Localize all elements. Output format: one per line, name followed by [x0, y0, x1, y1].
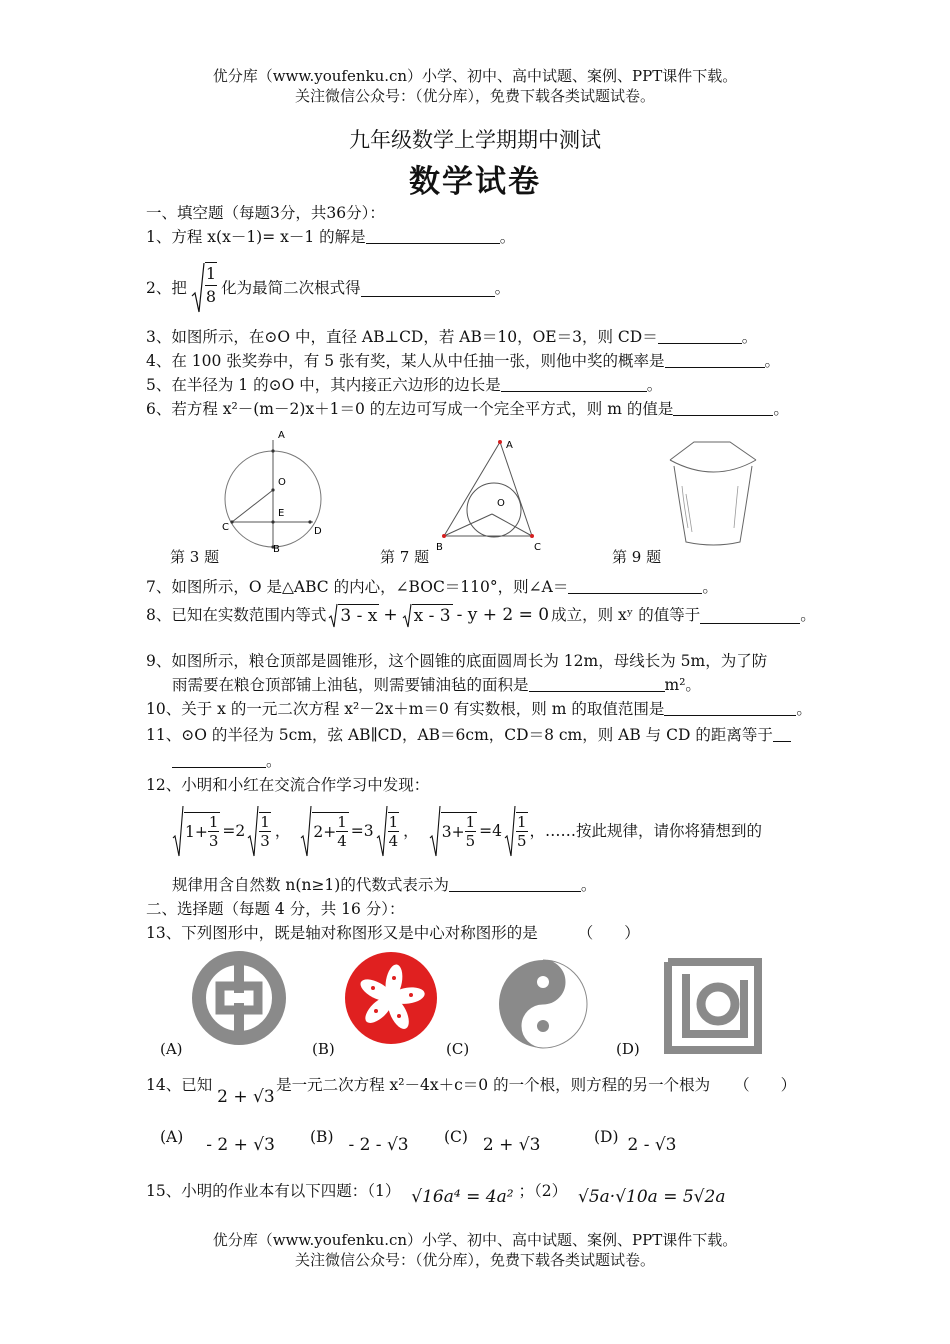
q10-end: 。 [796, 700, 812, 718]
q12-separator: ， [274, 822, 291, 840]
q12-continuation: ，……按此规律，请你将猜想到的 [529, 822, 763, 840]
q10-text: 10、关于 x 的一元二次方程 x²－2x＋m＝0 有实数根，则 m 的取值范围是 [146, 700, 665, 718]
q15-separator: ；（2） [518, 1182, 568, 1200]
fig7-label-a: A [506, 440, 513, 451]
question-1 [146, 226, 515, 248]
figure-7-caption: 第 7 题 [380, 548, 430, 566]
q1-text: 1、方程 x(x－1)= x－1 的解是 [146, 228, 366, 246]
q12-equation-3: 3 + $\frac{1}{5}$ =4 $\frac{1}{5}$ [429, 804, 528, 858]
q2-post: 化为最简二次根式得 [221, 279, 361, 297]
question-3 [146, 326, 757, 348]
footer-line-2: 关注微信公众号：（优分库），免费下载各类试题试卷。 [294, 1251, 655, 1269]
question-13 [146, 922, 640, 944]
radical-sign-icon [172, 804, 184, 858]
question-7 [146, 576, 718, 598]
option-d-square-logo-icon [664, 958, 762, 1054]
question-4 [146, 350, 780, 372]
header-line-2: 关注微信公众号：（优分库），免费下载各类试题试卷。 [294, 87, 655, 105]
question-11-line-1 [146, 724, 791, 746]
q7-text: 7、如图所示，O 是△ABC 的内心，∠BOC＝110°，则∠A＝ [146, 578, 569, 596]
q12-eq3-coef: =4 [479, 822, 502, 840]
q12-eq1-den: 3 [208, 832, 219, 850]
exam-title: 数学试卷 [409, 164, 541, 200]
answer-blank[interactable] [665, 351, 765, 368]
q14-option-c[interactable] [444, 1126, 541, 1155]
q2-denominator: 8 [205, 287, 217, 306]
answer-blank[interactable] [673, 399, 773, 416]
question-14 [146, 1074, 797, 1107]
figure-7-triangle-incircle-diagram [432, 434, 552, 554]
q15-expression-1: √16a⁴ = 4a² [411, 1187, 514, 1207]
exam-subtitle: 九年级数学上学期期中测试 [349, 128, 601, 152]
q12-eq3-num: 1 [465, 813, 476, 831]
q12-equation-2: 2 + $\frac{1}{4}$ =3 $\frac{1}{4}$ [300, 804, 399, 858]
radical-sign-icon [504, 804, 516, 858]
q6-end: 。 [773, 400, 789, 418]
question-10 [146, 698, 812, 720]
figure-9-caption: 第 9 题 [612, 548, 662, 566]
q9-text: 雨需要在粮仓顶部铺上油毡，则需要铺油毡的面积是 [172, 676, 529, 694]
figure-3-caption: 第 3 题 [170, 548, 220, 566]
q14-option-d-label: (D) [594, 1128, 619, 1146]
q15-pre: 15、小明的作业本有以下四题：（1） [146, 1182, 401, 1200]
option-a-bank-logo-icon [190, 950, 288, 1046]
question-12-pattern [172, 804, 762, 858]
q2-sqrt [191, 262, 217, 314]
q14-option-b[interactable] [310, 1126, 409, 1155]
radical-sign-icon [328, 602, 338, 628]
q3-end: 。 [741, 328, 758, 346]
question-15 [146, 1180, 726, 1207]
q12-eq2-coef: =3 [350, 822, 374, 840]
q2-numerator: 1 [205, 263, 217, 286]
question-9-line-1: 9、如图所示，粮仓顶部是圆锥形，这个圆锥的底面圆周长为 12m，母线长为 5m，为了防 [146, 652, 768, 670]
q12-eq2-den: 4 [337, 832, 347, 850]
question-12-line-1: 12、小明和小红在交流合作学习中发现： [146, 776, 430, 794]
q4-end: 。 [764, 352, 781, 370]
q12-end: 。 [580, 876, 597, 894]
answer-blank[interactable] [568, 577, 702, 594]
q14-option-c-label: (C) [444, 1128, 468, 1146]
q14-option-a[interactable] [160, 1126, 275, 1155]
q14-option-d[interactable] [594, 1126, 677, 1155]
answer-blank[interactable] [449, 875, 581, 892]
radical-sign-icon [191, 262, 205, 314]
q14-option-b-value: - 2 - √3 [348, 1135, 409, 1155]
option-c-yin-yang-icon [496, 958, 590, 1050]
q5-end: 。 [646, 376, 663, 394]
q14-option-c-value: 2 + √3 [482, 1135, 541, 1155]
q14-option-d-value: 2 - √3 [627, 1135, 677, 1155]
section1-heading: 一、填空题（每题3分，共36分）： [146, 204, 385, 222]
q12-eq1-num: 1 [208, 813, 219, 831]
fig7-label-c: C [534, 542, 541, 553]
q15-expression-2: √5a·√10a = 5√2a [578, 1187, 726, 1207]
q8-end: 。 [800, 606, 816, 624]
question-9-line-2 [172, 674, 701, 696]
option-d-label[interactable]: (D) [616, 1040, 640, 1058]
q11-end: 。 [266, 752, 282, 770]
fig3-label-e: E [278, 508, 285, 519]
question-5 [146, 374, 662, 396]
fig7-label-o: O [497, 498, 505, 509]
q12-eq3-den: 5 [465, 832, 476, 850]
q8-post: 成立，则 xʸ 的值等于 [551, 606, 701, 624]
q2-pre: 2、把 [146, 279, 187, 297]
q8-rest: - y + 2 = 0 [456, 605, 550, 625]
question-8 [146, 602, 816, 628]
q12-eq1-rhs-den: 3 [260, 832, 270, 850]
q12-eq1-integer: 1 [185, 822, 195, 841]
question-2 [146, 262, 510, 314]
figure-9-granary-diagram [664, 436, 764, 546]
option-c-label[interactable]: (C) [446, 1040, 470, 1058]
radical-sign-icon [300, 804, 312, 858]
answer-blank[interactable] [501, 375, 647, 392]
q8-radicand-2: x - 3 [413, 605, 451, 626]
q12-eq3-rhs-num: 1 [516, 813, 527, 831]
q8-equation [328, 602, 549, 628]
q12-eq2-num: 1 [337, 813, 347, 831]
q12-separator: ， [403, 822, 419, 840]
q12-eq1-coef: =2 [222, 822, 246, 840]
footer-line-1: 优分库（www.youfenku.cn）小学、初中、高中试题、案例、PPT课件下载。 [212, 1231, 738, 1249]
answer-blank[interactable] [773, 725, 791, 742]
question-6 [146, 398, 789, 420]
answer-blank[interactable] [664, 699, 796, 716]
q12-eq2-rhs-den: 4 [388, 832, 399, 850]
answer-blank[interactable] [700, 607, 800, 624]
q3-text: 3、如图所示，在⊙O 中，直径 AB⊥CD，若 AB＝10，OE＝3，则 CD＝ [146, 328, 658, 346]
q13-text: 13、下列图形中，既是轴对称图形又是中心对称图形的是 [146, 924, 538, 942]
fig7-label-b: B [436, 542, 443, 553]
answer-blank[interactable] [172, 751, 266, 768]
question-11-line-2 [172, 750, 282, 772]
option-a-label[interactable]: (A) [160, 1040, 183, 1058]
header-line-1: 优分库（www.youfenku.cn）小学、初中、高中试题、案例、PPT课件下载。 [212, 67, 738, 85]
q12-eq3-integer: 3 [441, 822, 452, 841]
q12-eq2-rhs-num: 1 [388, 813, 399, 831]
q12-eq3-rhs-den: 5 [516, 832, 527, 850]
q14-given-root: 2 + √3 [217, 1087, 275, 1107]
q6-text: 6、若方程 x²－(m－2)x＋1＝0 的左边可写成一个完全平方式，则 m 的值是 [146, 400, 674, 418]
radical-sign-icon [376, 804, 388, 858]
answer-blank[interactable] [529, 675, 665, 692]
question-12-line-3 [172, 874, 596, 896]
q14-option-a-value: - 2 + √3 [206, 1135, 275, 1155]
q14-post: 是一元二次方程 x²－4x＋c＝0 的一个根，则方程的另一个根为 [276, 1076, 711, 1094]
answer-blank[interactable] [361, 280, 495, 297]
q2-end: 。 [494, 279, 511, 297]
section2-heading: 二、选择题（每题 4 分，共 16 分）： [146, 900, 405, 918]
q14-answer-paren[interactable]: （ ） [734, 1076, 797, 1094]
q11-text: 11、⊙O 的半径为 5cm，弦 AB∥CD，AB＝6cm，CD＝8 cm，则 AB 与 CD 的距离等于 [146, 726, 773, 744]
q13-answer-paren[interactable]: （ ） [577, 924, 640, 942]
q8-radicand-1: 3 - x [340, 605, 378, 626]
fig3-label-c: C [222, 522, 229, 533]
radical-sign-icon [429, 804, 441, 858]
q4-text: 4、在 100 张奖券中，有 5 张有奖，某人从中任抽一张，则他中奖的概率是 [146, 352, 665, 370]
q7-end: 。 [702, 578, 718, 596]
q12-eq1-rhs-num: 1 [260, 813, 270, 831]
fig3-label-a: A [278, 430, 285, 441]
q5-text: 5、在半径为 1 的⊙O 中，其内接正六边形的边长是 [146, 376, 501, 394]
q9-end: m²。 [664, 676, 701, 694]
q1-end: 。 [499, 228, 516, 246]
option-b-hong-kong-flag-icon [342, 950, 440, 1046]
figure-3-circle-diagram [218, 426, 332, 556]
radical-sign-icon [247, 804, 259, 858]
q14-option-a-label: (A) [160, 1128, 184, 1146]
q8-pre: 8、已知在实数范围内等式 [146, 606, 327, 624]
answer-blank[interactable] [658, 327, 742, 344]
q14-pre: 14、已知 [146, 1076, 213, 1094]
fig3-label-d: D [314, 526, 322, 537]
q12-eq2-integer: 2 [313, 822, 324, 841]
answer-blank[interactable] [366, 227, 500, 244]
radical-sign-icon [402, 602, 412, 628]
q14-option-b-label: (B) [310, 1128, 334, 1146]
fig3-label-o: O [278, 477, 286, 488]
q12-text: 规律用含自然数 n(n≥1)的代数式表示为 [172, 876, 449, 894]
q12-equation-1: 1 + $\frac{1}{3}$ =2 $\frac{1}{3}$ [172, 804, 271, 858]
q8-plus: + [383, 605, 398, 625]
option-b-label[interactable]: (B) [312, 1040, 335, 1058]
fig3-label-b: B [273, 544, 280, 555]
